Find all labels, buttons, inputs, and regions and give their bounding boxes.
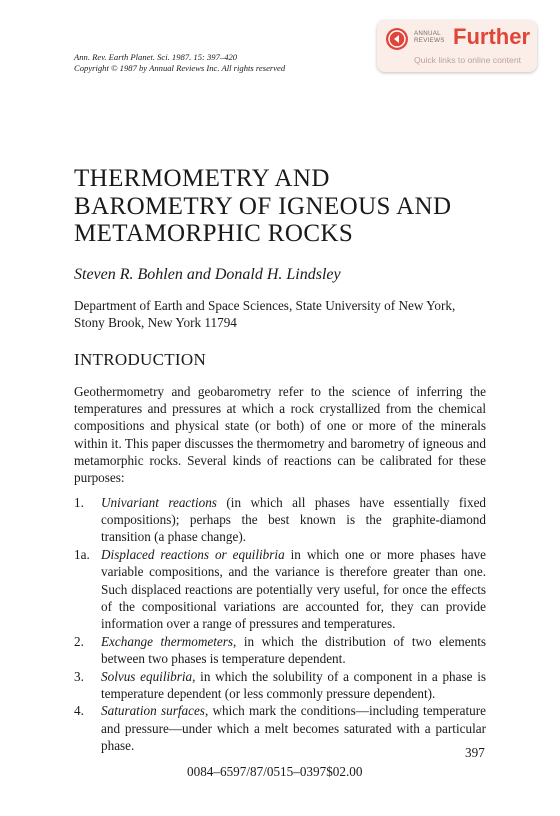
list-item bbox=[74, 494, 486, 546]
further-label: Further bbox=[453, 24, 530, 49]
list-number: 1. bbox=[74, 495, 84, 510]
list-term: Exchange thermometers bbox=[101, 633, 234, 649]
annual-reviews-logo: ANNUAL REVIEWS bbox=[414, 30, 445, 44]
list-item bbox=[74, 633, 486, 667]
article-title bbox=[74, 165, 514, 248]
further-subtitle: Quick links to online content bbox=[414, 55, 522, 65]
intro-paragraph: Geothermometry and geobarometry refer to the science of inferring the temperatures and pressures at which a rock crystallized from the chemical compositions and physical state (or both) of one or more of the minerals within it. This paper discusses the thermometry and barometry of igneous and metamorphic rocks. Several kinds of reactions can be calibrated for these purposes: bbox=[74, 384, 486, 486]
page-number: 397 bbox=[465, 745, 485, 760]
title-line: BAROMETRY OF IGNEOUS AND bbox=[74, 192, 452, 220]
list-text: in which one or more phases have variable compositions, and the variance is therefore greater than one. Such displaced reactions are potentially very useful, for once the effects of the compositional variations are accounted for, they can provide information over a range of pressures and temperatures. bbox=[101, 547, 486, 631]
list-item bbox=[74, 546, 486, 632]
title-line: THERMOMETRY AND bbox=[74, 165, 330, 192]
affiliation-line: Department of Earth and Space Sciences, State University of New York, bbox=[74, 298, 456, 313]
list-text: , which mark the conditions—including temperature and pressure—under which a melt becomes saturated with a particular phase. bbox=[101, 703, 487, 753]
list-number: 3. bbox=[74, 668, 84, 684]
list-term: Saturation surfaces bbox=[101, 703, 205, 719]
list-text: , in which the solubility of a component in a phase is temperature dependent (or less commonly pressure dependent). bbox=[101, 668, 486, 701]
list-text: , in which the distribution of two elements between two phases is temperature dependent. bbox=[101, 633, 486, 666]
affiliation-line: Stony Brook, New York 11794 bbox=[74, 315, 237, 330]
list-item bbox=[74, 668, 486, 702]
affiliation bbox=[74, 297, 504, 331]
list-text: (in which all phases have essentially fixed compositions); perhaps the best known is the graphite-diamond transition (a phase change). bbox=[101, 495, 487, 545]
play-icon bbox=[386, 28, 408, 50]
list-term: Displaced reactions or equilibria bbox=[101, 547, 285, 563]
further-links-badge[interactable] bbox=[377, 20, 537, 72]
authors: Steven R. Bohlen and Donald H. Lindsley bbox=[74, 266, 341, 283]
title-line: METAMORPHIC ROCKS bbox=[74, 220, 354, 247]
citation-block bbox=[74, 52, 285, 74]
list-item bbox=[74, 702, 486, 754]
document-code: 0084–6597/87/0515–0397$02.00 bbox=[187, 764, 363, 779]
list-term: Solvus equilibria bbox=[101, 668, 193, 684]
list-number: 2. bbox=[74, 633, 84, 649]
list-number: 1a. bbox=[74, 547, 90, 563]
reaction-list bbox=[74, 494, 486, 755]
list-number: 4. bbox=[74, 703, 84, 719]
citation-copyright: Copyright © 1987 by Annual Reviews Inc. All rights reserved bbox=[74, 63, 286, 73]
citation-journal: Ann. Rev. Earth Planet. Sci. 1987. 15: 397–420 bbox=[74, 52, 238, 62]
section-heading: INTRODUCTION bbox=[74, 350, 207, 369]
list-term: Univariant reactions bbox=[101, 495, 217, 510]
